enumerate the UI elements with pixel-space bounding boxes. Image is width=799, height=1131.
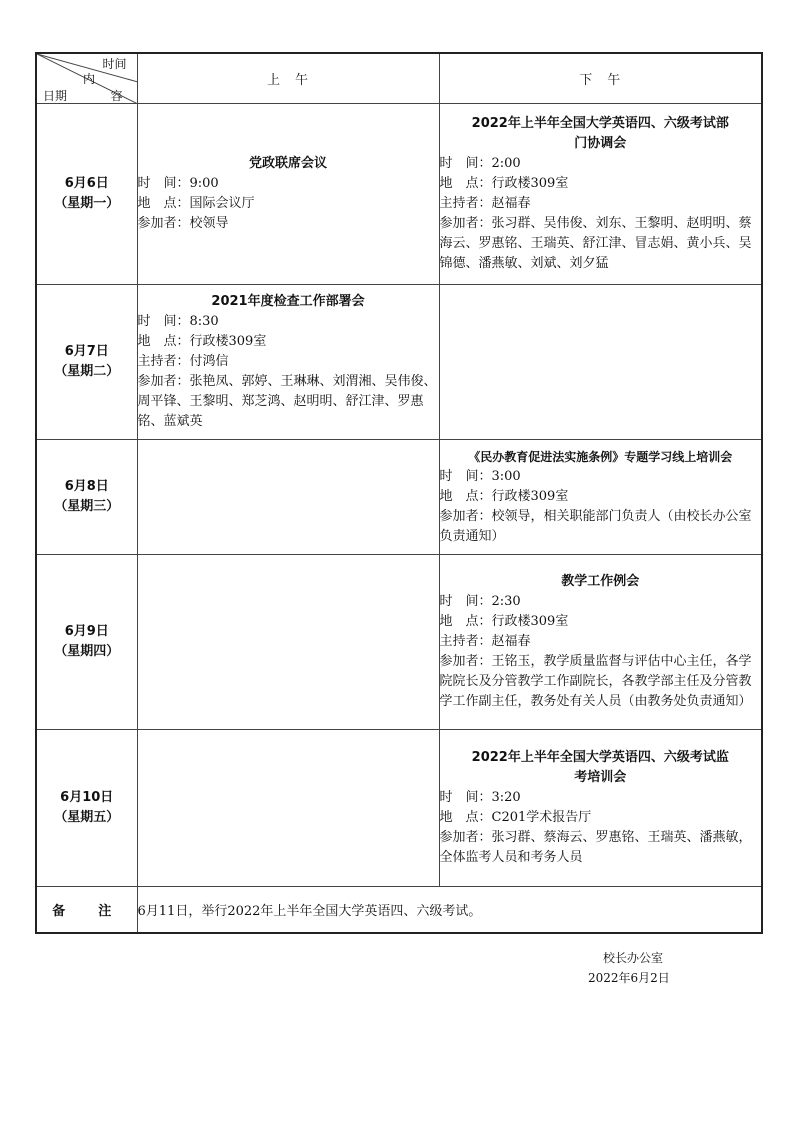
event-title: 2021年度检查工作部署会 [211,293,365,309]
weekday-label: （星期五） [54,809,120,825]
event-time: 时 间：3:00 [439,468,521,484]
date-cell [36,103,137,284]
event-title: 教学工作例会 [561,573,640,589]
signature-office: 校长办公室 [603,951,664,965]
event-attendees: 参加者：张艳凤、郭婷、王琳琳、刘渭湘、吴伟俊、周平锋、王黎明、郑芝鸿、赵明明、舒江津、罗惠铭、蓝斌英 [137,373,437,429]
date-label: 6月10日 [60,789,114,805]
afternoon-header: 下 午 [439,53,762,103]
event-attendees: 参加者：张习群、蔡海云、罗惠铭、王瑞英、潘燕敏，全体监考人员和考务人员 [439,829,752,865]
day-row [36,554,762,729]
event-attendees: 参加者：张习群、吴伟俊、刘东、王黎明、赵明明、蔡海云、罗惠铭、王瑞英、舒江津、冒志娟、黄小兵、吴锦德、潘燕敏、刘斌、刘夕猛 [439,215,752,271]
event-host: 主持者：付鸿信 [137,353,229,369]
date-cell [36,729,137,886]
event-time: 时 间：8:30 [137,313,219,329]
corner-time-label: 时间 [102,57,127,71]
event-time: 时 间：2:00 [439,155,521,171]
weekday-label: （星期四） [54,643,120,659]
event-attendees: 参加者：王铭玉，教学质量监督与评估中心主任，各学院院长及分管教学工作副院长，各教学部主任及分管教学工作副主任，教务处有关人员（由教务处负责通知） [439,653,752,709]
morning-event-cell [137,439,439,554]
remark-row [36,886,762,933]
corner-content2-label: 容 [110,89,123,103]
day-row [36,439,762,554]
date-label: 6月9日 [64,623,109,639]
event-place: 地 点：国际会议厅 [137,195,255,211]
corner-content-label: 内 [83,72,96,86]
afternoon-event-cell [439,284,762,439]
signature-date: 2022年6月2日 [588,971,670,985]
event-attendees: 参加者：校领导 [137,215,229,231]
weekday-label: （星期一） [54,195,120,211]
event-time: 时 间：2:30 [439,593,521,609]
weekday-label: （星期三） [54,498,120,514]
event-title: 党政联席会议 [248,155,327,171]
date-cell [36,284,137,439]
weekday-label: （星期二） [54,363,120,379]
event-time: 时 间：9:00 [137,175,219,191]
event-place: 地 点：行政楼309室 [439,488,569,504]
date-label: 6月7日 [64,343,109,359]
day-row [36,729,762,886]
afternoon-event-cell [439,103,762,284]
event-place: 地 点：行政楼309室 [137,333,267,349]
day-row [36,103,762,284]
diagonal-header-cell [36,53,137,103]
afternoon-event-cell [439,729,762,886]
event-time: 时 间：3:20 [439,789,521,805]
remark-label: 备 注 [36,886,137,933]
afternoon-event-cell [439,439,762,554]
morning-event-cell [137,284,439,439]
afternoon-event-cell [439,554,762,729]
event-host: 主持者：赵福春 [439,195,531,211]
event-place: 地 点：行政楼309室 [439,613,569,629]
event-title: 《民办教育促进法实施条例》专题学习线上培训会 [468,449,733,464]
date-cell [36,439,137,554]
event-title: 2022年上半年全国大学英语四、六级考试部门协调会 [471,115,729,151]
event-title: 2022年上半年全国大学英语四、六级考试监考培训会 [471,749,729,785]
schedule-table [35,52,763,934]
event-place: 地 点：行政楼309室 [439,175,569,191]
day-row [36,284,762,439]
morning-event-cell [137,554,439,729]
morning-event-cell [137,103,439,284]
date-label: 6月8日 [64,478,109,494]
header-row [36,53,762,103]
event-attendees: 参加者：校领导，相关职能部门负责人（由校长办公室负责通知） [439,508,752,544]
corner-date-label: 日期 [43,89,68,103]
event-place: 地 点：C201学术报告厅 [439,809,592,825]
date-label: 6月6日 [64,175,109,191]
morning-header: 上 午 [137,53,439,103]
date-cell [36,554,137,729]
remark-text: 6月11日，举行2022年上半年全国大学英语四、六级考试。 [137,886,762,933]
morning-event-cell [137,729,439,886]
event-host: 主持者：赵福春 [439,633,531,649]
